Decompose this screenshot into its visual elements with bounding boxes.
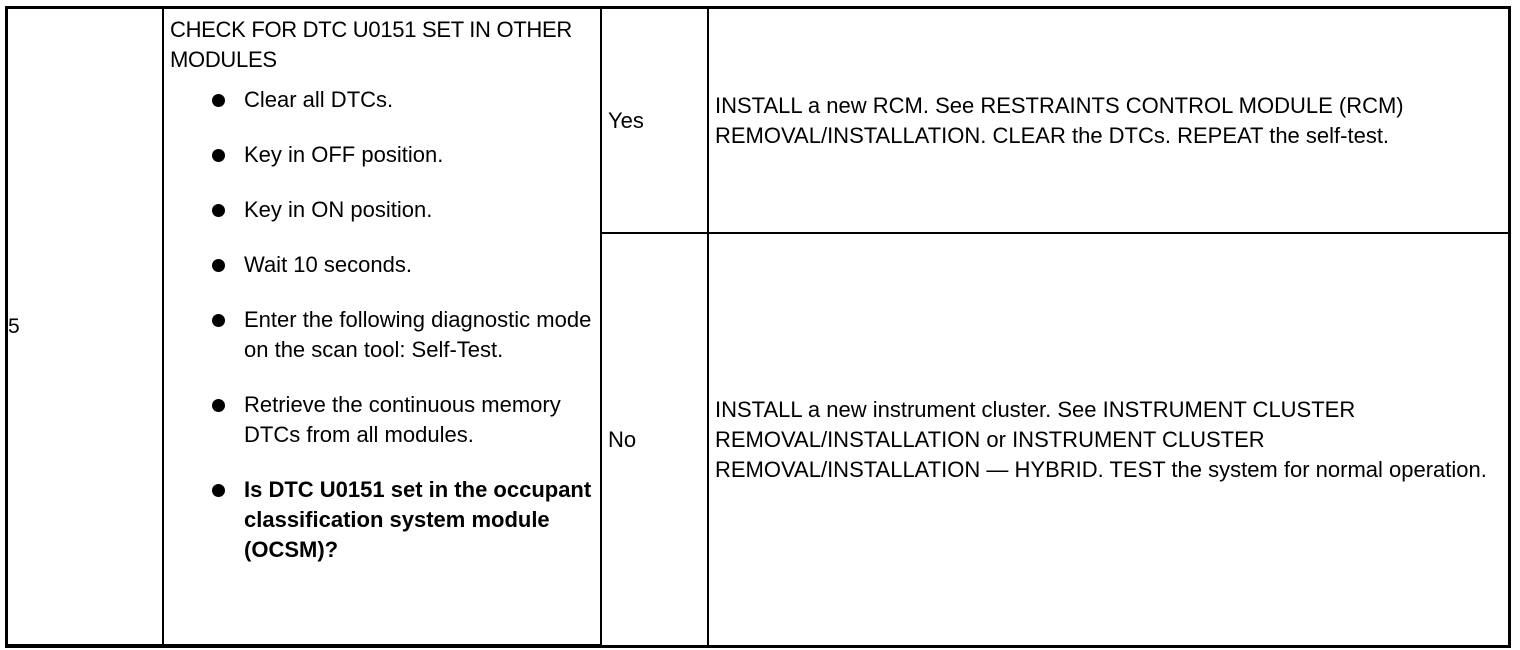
step-number: 5 <box>8 9 163 645</box>
result-no-label: No <box>601 233 708 645</box>
action-list <box>170 85 592 565</box>
list-item: Clear all DTCs. <box>170 85 592 115</box>
result-yes-action: INSTALL a new RCM. See RESTRAINTS CONTROL MODULE (RCM) REMOVAL/INSTALLATION. CLEAR the DTCs. REPEAT the self-test. <box>708 9 1508 233</box>
step-title: CHECK FOR DTC U0151 SET IN OTHER MODULES <box>170 17 572 72</box>
pinpoint-test-table <box>8 9 1508 646</box>
table-row <box>8 9 1508 233</box>
list-item: Retrieve the continuous memory DTCs from all modules. <box>170 390 592 450</box>
list-item: Enter the following diagnostic mode on the scan tool: Self-Test. <box>170 305 592 365</box>
test-step-cell <box>163 9 601 645</box>
diagnostic-step-table <box>5 6 1511 648</box>
result-no-action: INSTALL a new instrument cluster. See INSTRUMENT CLUSTER REMOVAL/INSTALLATION or INSTRUMENT CLUSTER REMOVAL/INSTALLATION — HYBRID. TEST the system for normal operation. <box>708 233 1508 645</box>
result-yes-label: Yes <box>601 9 708 233</box>
list-item: Wait 10 seconds. <box>170 250 592 280</box>
list-item: Key in OFF position. <box>170 140 592 170</box>
step-question: Is DTC U0151 set in the occupant classification system module (OCSM)? <box>170 475 592 565</box>
list-item: Key in ON position. <box>170 195 592 225</box>
